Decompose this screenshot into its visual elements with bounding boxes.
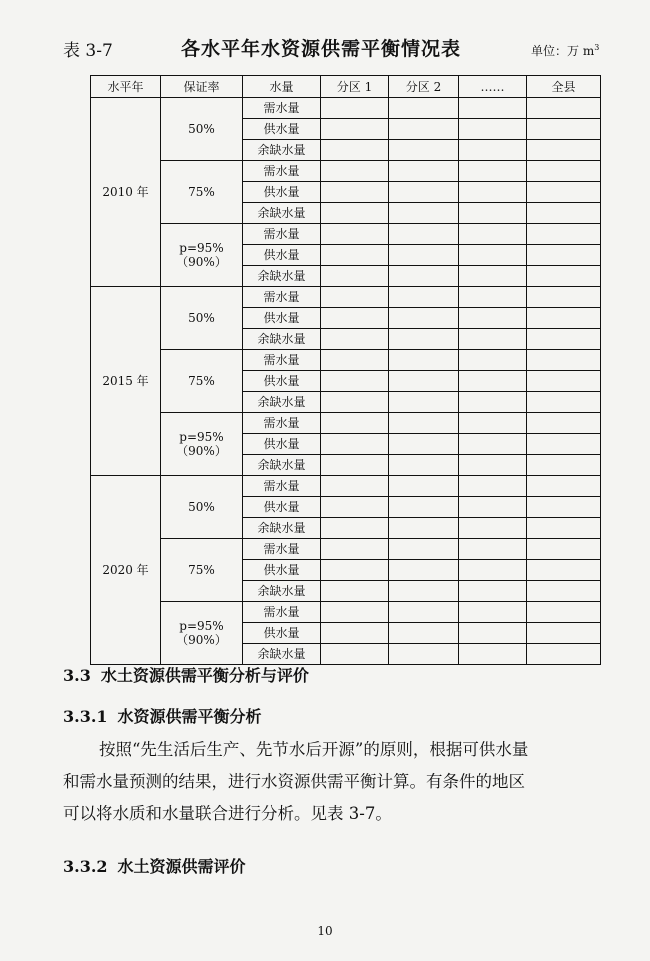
value-cell (459, 581, 527, 602)
supply-demand-table (90, 75, 601, 665)
value-cell (527, 203, 601, 224)
water-type-cell: 需水量 (243, 287, 321, 308)
value-cell (389, 518, 459, 539)
value-cell (527, 392, 601, 413)
value-cell (389, 581, 459, 602)
water-type-cell: 余缺水量 (243, 329, 321, 350)
value-cell (527, 371, 601, 392)
table-row (91, 161, 601, 182)
value-cell (459, 119, 527, 140)
value-cell (389, 119, 459, 140)
value-cell (459, 623, 527, 644)
water-type-cell: 需水量 (243, 476, 321, 497)
value-cell (389, 287, 459, 308)
value-cell (459, 98, 527, 119)
value-cell (321, 644, 389, 665)
value-cell (459, 266, 527, 287)
value-cell (389, 245, 459, 266)
value-cell (321, 161, 389, 182)
value-cell (527, 560, 601, 581)
value-cell (321, 392, 389, 413)
value-cell (527, 476, 601, 497)
value-cell (527, 119, 601, 140)
table-unit: 单位：万 $m^3$ (531, 43, 600, 58)
value-cell (527, 182, 601, 203)
value-cell (459, 413, 527, 434)
water-type-cell: 供水量 (243, 497, 321, 518)
water-type-cell: 需水量 (243, 161, 321, 182)
value-cell (527, 644, 601, 665)
table-row (91, 602, 601, 623)
value-cell (389, 140, 459, 161)
rate-line: 50% (188, 311, 215, 325)
value-cell (459, 602, 527, 623)
table-row (91, 224, 601, 245)
table-caption (63, 34, 600, 61)
value-cell (527, 350, 601, 371)
value-cell (459, 455, 527, 476)
value-cell (527, 308, 601, 329)
table-number: 表 3-7 (63, 41, 113, 61)
water-type-cell: 需水量 (243, 224, 321, 245)
guarantee-rate-cell (161, 539, 243, 602)
rate-line: （90%） (176, 633, 227, 647)
guarantee-rate-cell (161, 602, 243, 665)
water-type-cell: 余缺水量 (243, 392, 321, 413)
value-cell (389, 539, 459, 560)
value-cell (321, 434, 389, 455)
value-cell (321, 455, 389, 476)
column-header: 分区 2 (389, 76, 459, 98)
water-type-cell: 供水量 (243, 119, 321, 140)
value-cell (527, 539, 601, 560)
guarantee-rate-cell (161, 98, 243, 161)
value-cell (321, 98, 389, 119)
value-cell (389, 182, 459, 203)
value-cell (321, 581, 389, 602)
value-cell (527, 266, 601, 287)
water-type-cell: 需水量 (243, 413, 321, 434)
table-row (91, 287, 601, 308)
value-cell (459, 539, 527, 560)
value-cell (321, 560, 389, 581)
water-type-cell: 余缺水量 (243, 140, 321, 161)
value-cell (321, 140, 389, 161)
column-header: …… (459, 76, 527, 98)
value-cell (527, 98, 601, 119)
value-cell (459, 140, 527, 161)
water-type-cell: 供水量 (243, 434, 321, 455)
year-cell: 2015 年 (91, 287, 161, 476)
value-cell (389, 203, 459, 224)
value-cell (389, 434, 459, 455)
water-type-cell: 需水量 (243, 539, 321, 560)
value-cell (389, 224, 459, 245)
rate-line: 75% (188, 185, 215, 199)
value-cell (321, 413, 389, 434)
value-cell (321, 329, 389, 350)
value-cell (389, 266, 459, 287)
value-cell (321, 539, 389, 560)
section-heading-3-3-2: 3.3.2 水土资源供需评价 (63, 857, 246, 876)
value-cell (321, 497, 389, 518)
value-cell (527, 245, 601, 266)
value-cell (389, 371, 459, 392)
table-row (91, 98, 601, 119)
value-cell (527, 161, 601, 182)
value-cell (527, 413, 601, 434)
value-cell (321, 476, 389, 497)
water-type-cell: 供水量 (243, 623, 321, 644)
value-cell (527, 497, 601, 518)
section-heading-3-3: 3.3 水土资源供需平衡分析与评价 (63, 666, 309, 685)
rate-line: 75% (188, 563, 215, 577)
water-type-cell: 余缺水量 (243, 581, 321, 602)
value-cell (321, 119, 389, 140)
body-paragraph (63, 734, 599, 830)
rate-line: 50% (188, 500, 215, 514)
value-cell (459, 350, 527, 371)
water-type-cell: 需水量 (243, 602, 321, 623)
value-cell (459, 560, 527, 581)
value-cell (527, 140, 601, 161)
water-type-cell: 供水量 (243, 245, 321, 266)
value-cell (459, 182, 527, 203)
water-type-cell: 供水量 (243, 560, 321, 581)
section-heading-3-3-1: 3.3.1 水资源供需平衡分析 (63, 707, 262, 726)
guarantee-rate-cell (161, 476, 243, 539)
paragraph-line: 和需水量预测的结果，进行水资源供需平衡计算。有条件的地区 (63, 772, 525, 791)
value-cell (321, 224, 389, 245)
water-type-cell: 余缺水量 (243, 266, 321, 287)
rate-line: p=95% (179, 430, 224, 444)
value-cell (459, 497, 527, 518)
column-header: 水量 (243, 76, 321, 98)
paragraph-line: 可以将水质和水量联合进行分析。见表 3-7。 (63, 804, 392, 823)
column-header: 全县 (527, 76, 601, 98)
value-cell (389, 644, 459, 665)
value-cell (527, 623, 601, 644)
table-title: 各水平年水资源供需平衡情况表 (181, 38, 462, 60)
value-cell (321, 308, 389, 329)
value-cell (321, 602, 389, 623)
value-cell (389, 476, 459, 497)
water-type-cell: 余缺水量 (243, 455, 321, 476)
rate-line: （90%） (176, 255, 227, 269)
value-cell (459, 161, 527, 182)
water-type-cell: 供水量 (243, 308, 321, 329)
water-type-cell: 余缺水量 (243, 644, 321, 665)
guarantee-rate-cell (161, 413, 243, 476)
value-cell (459, 308, 527, 329)
value-cell (389, 455, 459, 476)
page-number: 10 (317, 924, 333, 938)
value-cell (459, 434, 527, 455)
value-cell (389, 413, 459, 434)
table-header-row (91, 76, 601, 98)
value-cell (321, 350, 389, 371)
value-cell (459, 224, 527, 245)
guarantee-rate-cell (161, 287, 243, 350)
value-cell (321, 182, 389, 203)
rate-line: p=95% (179, 241, 224, 255)
value-cell (389, 350, 459, 371)
paragraph-line: 按照“先生活后生产、先节水后开源”的原则，根据可供水量 (99, 740, 529, 759)
table-row (91, 476, 601, 497)
value-cell (389, 623, 459, 644)
value-cell (459, 329, 527, 350)
rate-line: 75% (188, 374, 215, 388)
year-cell: 2010 年 (91, 98, 161, 287)
value-cell (321, 203, 389, 224)
value-cell (527, 455, 601, 476)
value-cell (321, 623, 389, 644)
value-cell (459, 392, 527, 413)
value-cell (389, 329, 459, 350)
water-type-cell: 需水量 (243, 350, 321, 371)
value-cell (459, 371, 527, 392)
rate-line: 50% (188, 122, 215, 136)
value-cell (389, 392, 459, 413)
guarantee-rate-cell (161, 224, 243, 287)
value-cell (389, 602, 459, 623)
water-type-cell: 余缺水量 (243, 203, 321, 224)
value-cell (389, 161, 459, 182)
table-row (91, 350, 601, 371)
value-cell (527, 224, 601, 245)
value-cell (527, 329, 601, 350)
water-type-cell: 供水量 (243, 182, 321, 203)
water-type-cell: 供水量 (243, 371, 321, 392)
value-cell (389, 497, 459, 518)
rate-line: p=95% (179, 619, 224, 633)
value-cell (527, 434, 601, 455)
table-row (91, 413, 601, 434)
water-type-cell: 余缺水量 (243, 518, 321, 539)
value-cell (321, 371, 389, 392)
value-cell (459, 644, 527, 665)
water-type-cell: 需水量 (243, 98, 321, 119)
value-cell (389, 560, 459, 581)
value-cell (321, 245, 389, 266)
value-cell (459, 203, 527, 224)
value-cell (321, 518, 389, 539)
value-cell (527, 518, 601, 539)
value-cell (321, 287, 389, 308)
value-cell (321, 266, 389, 287)
value-cell (459, 287, 527, 308)
value-cell (459, 245, 527, 266)
value-cell (527, 287, 601, 308)
value-cell (389, 308, 459, 329)
year-cell: 2020 年 (91, 476, 161, 665)
guarantee-rate-cell (161, 161, 243, 224)
guarantee-rate-cell (161, 350, 243, 413)
value-cell (459, 518, 527, 539)
column-header: 保证率 (161, 76, 243, 98)
value-cell (389, 98, 459, 119)
table-row (91, 539, 601, 560)
column-header: 分区 1 (321, 76, 389, 98)
value-cell (459, 476, 527, 497)
value-cell (527, 602, 601, 623)
rate-line: （90%） (176, 444, 227, 458)
value-cell (527, 581, 601, 602)
column-header: 水平年 (91, 76, 161, 98)
